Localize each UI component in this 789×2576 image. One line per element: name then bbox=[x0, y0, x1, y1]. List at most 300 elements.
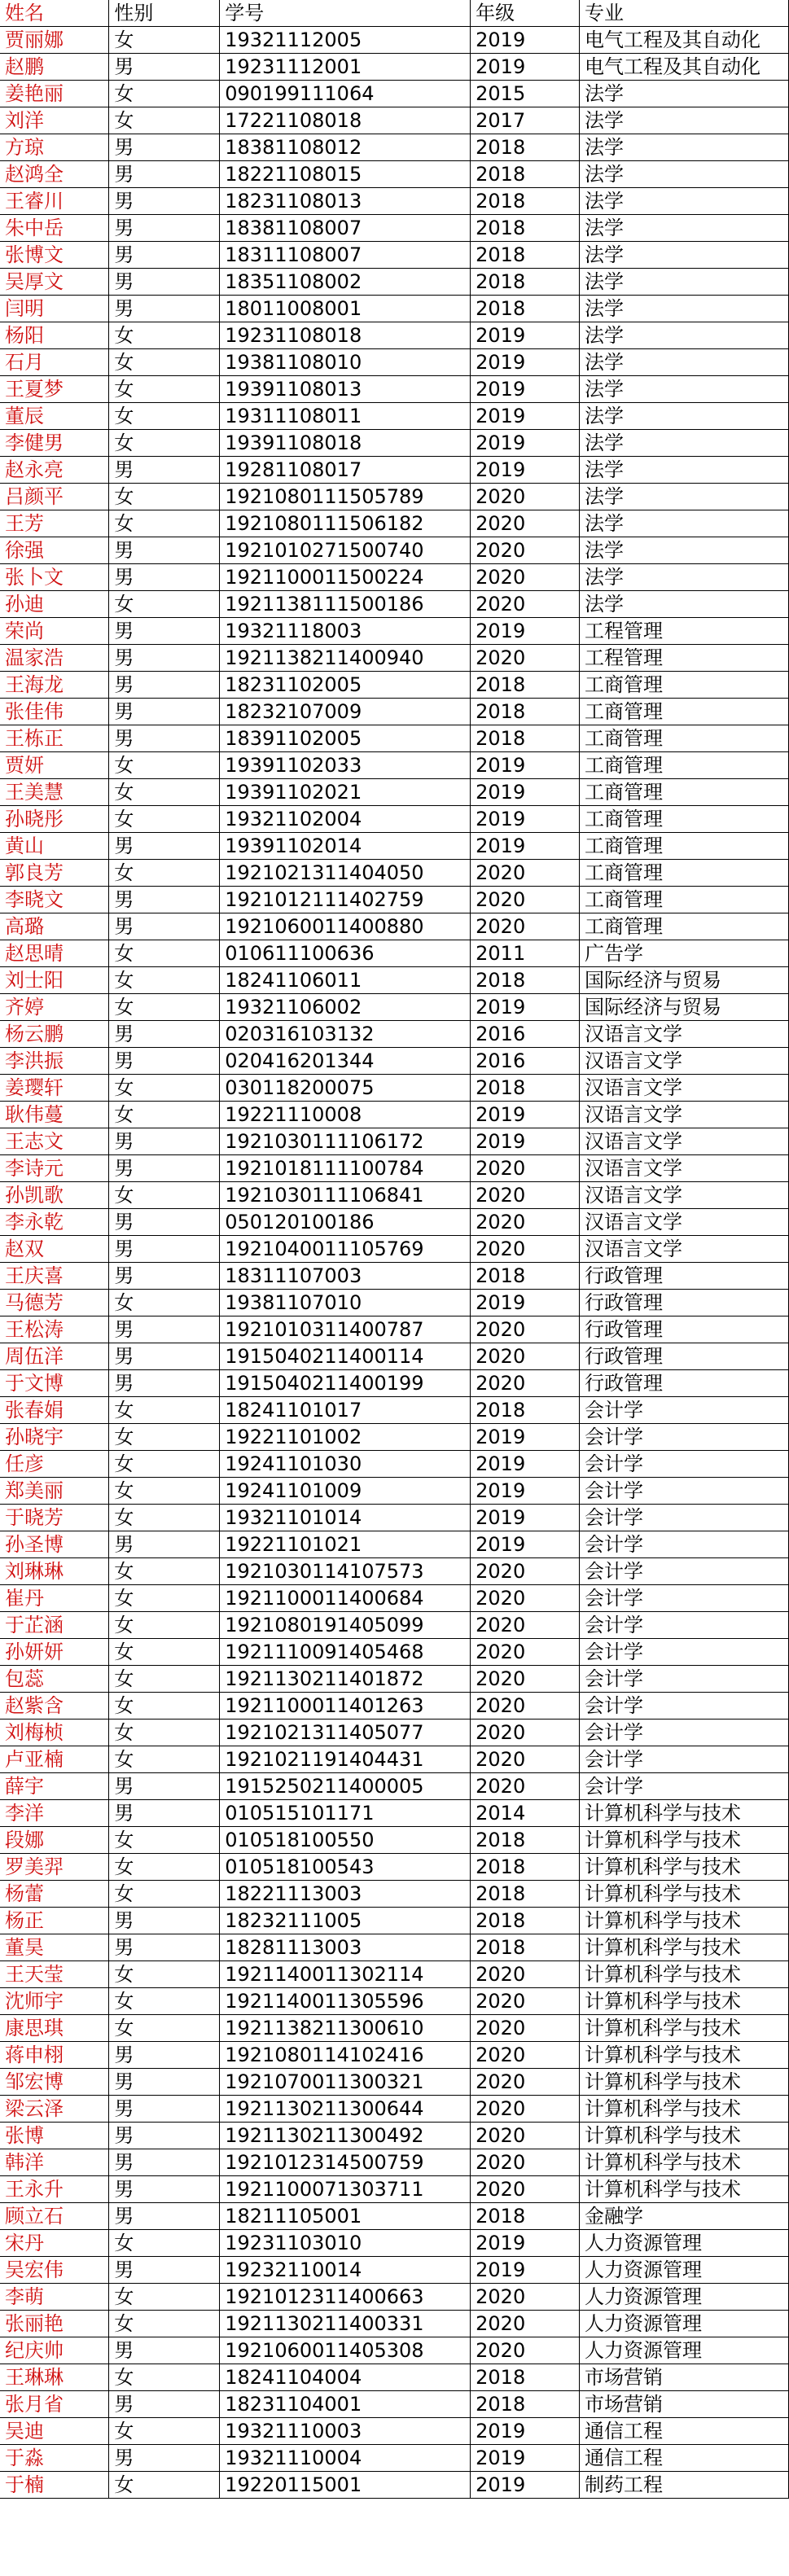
grade-cell[interactable]: 2020 bbox=[471, 2069, 580, 2096]
major-cell[interactable]: 法学 bbox=[580, 134, 789, 161]
grade-cell[interactable]: 2020 bbox=[471, 1693, 580, 1720]
student-id-cell[interactable]: 010515101171 bbox=[220, 1800, 471, 1827]
grade-cell[interactable]: 2018 bbox=[471, 2364, 580, 2391]
gender-cell[interactable]: 男 bbox=[109, 2337, 220, 2364]
major-cell[interactable]: 汉语言文学 bbox=[580, 1236, 789, 1263]
grade-cell[interactable]: 2020 bbox=[471, 2015, 580, 2042]
grade-cell[interactable]: 2018 bbox=[471, 672, 580, 699]
gender-cell[interactable]: 女 bbox=[109, 994, 220, 1021]
gender-cell[interactable]: 男 bbox=[109, 296, 220, 322]
grade-cell[interactable]: 2020 bbox=[471, 1316, 580, 1343]
grade-cell[interactable]: 2020 bbox=[471, 510, 580, 537]
name-cell[interactable]: 郭良芳 bbox=[0, 860, 109, 887]
grade-cell[interactable]: 2018 bbox=[471, 725, 580, 752]
grade-cell[interactable]: 2019 bbox=[471, 779, 580, 806]
gender-cell[interactable]: 男 bbox=[109, 2096, 220, 2123]
major-cell[interactable]: 工商管理 bbox=[580, 913, 789, 940]
student-id-cell[interactable]: 1921080114102416 bbox=[220, 2042, 471, 2069]
name-cell[interactable]: 崔丹 bbox=[0, 1585, 109, 1612]
name-cell[interactable]: 马德芳 bbox=[0, 1290, 109, 1316]
student-id-cell[interactable]: 1921040011105769 bbox=[220, 1236, 471, 1263]
gender-cell[interactable]: 女 bbox=[109, 1505, 220, 1531]
gender-cell[interactable]: 女 bbox=[109, 2230, 220, 2257]
major-cell[interactable]: 计算机科学与技术 bbox=[580, 1800, 789, 1827]
grade-cell[interactable]: 2020 bbox=[471, 1720, 580, 1746]
major-cell[interactable]: 会计学 bbox=[580, 1558, 789, 1585]
name-cell[interactable]: 吕颜平 bbox=[0, 484, 109, 510]
major-cell[interactable]: 人力资源管理 bbox=[580, 2311, 789, 2337]
major-cell[interactable]: 法学 bbox=[580, 296, 789, 322]
major-cell[interactable]: 会计学 bbox=[580, 1531, 789, 1558]
major-cell[interactable]: 计算机科学与技术 bbox=[580, 1854, 789, 1881]
name-cell[interactable]: 贾丽娜 bbox=[0, 27, 109, 54]
student-id-cell[interactable]: 1921060011400880 bbox=[220, 913, 471, 940]
gender-cell[interactable]: 女 bbox=[109, 1102, 220, 1128]
name-cell[interactable]: 于楠 bbox=[0, 2472, 109, 2499]
grade-cell[interactable]: 2020 bbox=[471, 1182, 580, 1209]
grade-cell[interactable]: 2019 bbox=[471, 403, 580, 430]
student-id-cell[interactable]: 1921110091405468 bbox=[220, 1639, 471, 1666]
major-cell[interactable]: 会计学 bbox=[580, 1505, 789, 1531]
student-id-cell[interactable]: 1921140011305596 bbox=[220, 1988, 471, 2015]
grade-cell[interactable]: 2017 bbox=[471, 107, 580, 134]
name-cell[interactable]: 荣尚 bbox=[0, 618, 109, 645]
student-id-cell[interactable]: 18311107003 bbox=[220, 1263, 471, 1290]
gender-cell[interactable]: 女 bbox=[109, 1961, 220, 1988]
student-id-cell[interactable]: 18221108015 bbox=[220, 161, 471, 188]
grade-cell[interactable]: 2018 bbox=[471, 967, 580, 994]
student-id-cell[interactable]: 19391102021 bbox=[220, 779, 471, 806]
grade-cell[interactable]: 2018 bbox=[471, 699, 580, 725]
gender-cell[interactable]: 女 bbox=[109, 27, 220, 54]
major-cell[interactable]: 市场营销 bbox=[580, 2364, 789, 2391]
name-cell[interactable]: 姜艳丽 bbox=[0, 81, 109, 107]
gender-cell[interactable]: 女 bbox=[109, 1639, 220, 1666]
major-cell[interactable]: 汉语言文学 bbox=[580, 1182, 789, 1209]
name-cell[interactable]: 刘琳琳 bbox=[0, 1558, 109, 1585]
name-cell[interactable]: 贾妍 bbox=[0, 752, 109, 779]
name-cell[interactable]: 纪庆帅 bbox=[0, 2337, 109, 2364]
name-cell[interactable]: 吴迪 bbox=[0, 2418, 109, 2445]
gender-cell[interactable]: 男 bbox=[109, 457, 220, 484]
gender-cell[interactable]: 男 bbox=[109, 2123, 220, 2149]
name-cell[interactable]: 宋丹 bbox=[0, 2230, 109, 2257]
major-cell[interactable]: 工程管理 bbox=[580, 645, 789, 672]
name-cell[interactable]: 赵鹏 bbox=[0, 54, 109, 81]
name-cell[interactable]: 王栋正 bbox=[0, 725, 109, 752]
student-id-cell[interactable]: 18231102005 bbox=[220, 672, 471, 699]
name-cell[interactable]: 石月 bbox=[0, 349, 109, 376]
grade-cell[interactable]: 2020 bbox=[471, 1585, 580, 1612]
student-id-cell[interactable]: 19321102004 bbox=[220, 806, 471, 833]
major-cell[interactable]: 计算机科学与技术 bbox=[580, 1961, 789, 1988]
student-id-cell[interactable]: 19241101009 bbox=[220, 1478, 471, 1505]
gender-cell[interactable]: 女 bbox=[109, 1451, 220, 1478]
gender-cell[interactable]: 男 bbox=[109, 2257, 220, 2284]
grade-cell[interactable]: 2019 bbox=[471, 322, 580, 349]
name-cell[interactable]: 高璐 bbox=[0, 913, 109, 940]
gender-cell[interactable]: 女 bbox=[109, 484, 220, 510]
major-cell[interactable]: 工商管理 bbox=[580, 860, 789, 887]
major-cell[interactable]: 工商管理 bbox=[580, 672, 789, 699]
major-cell[interactable]: 行政管理 bbox=[580, 1290, 789, 1316]
student-id-cell[interactable]: 19321118003 bbox=[220, 618, 471, 645]
name-cell[interactable]: 张佳伟 bbox=[0, 699, 109, 725]
student-id-cell[interactable]: 010611100636 bbox=[220, 940, 471, 967]
grade-cell[interactable]: 2018 bbox=[471, 242, 580, 269]
grade-cell[interactable]: 2018 bbox=[471, 134, 580, 161]
gender-cell[interactable]: 女 bbox=[109, 2015, 220, 2042]
grade-cell[interactable]: 2018 bbox=[471, 1263, 580, 1290]
gender-cell[interactable]: 女 bbox=[109, 591, 220, 618]
name-cell[interactable]: 韩洋 bbox=[0, 2149, 109, 2176]
major-cell[interactable]: 计算机科学与技术 bbox=[580, 2149, 789, 2176]
name-cell[interactable]: 沈师宇 bbox=[0, 1988, 109, 2015]
grade-cell[interactable]: 2014 bbox=[471, 1800, 580, 1827]
grade-cell[interactable]: 2020 bbox=[471, 1746, 580, 1773]
name-cell[interactable]: 孙凯歌 bbox=[0, 1182, 109, 1209]
major-cell[interactable]: 计算机科学与技术 bbox=[580, 2176, 789, 2203]
grade-cell[interactable]: 2019 bbox=[471, 1531, 580, 1558]
major-cell[interactable]: 计算机科学与技术 bbox=[580, 1881, 789, 1908]
gender-cell[interactable]: 男 bbox=[109, 1155, 220, 1182]
grade-cell[interactable]: 2020 bbox=[471, 913, 580, 940]
name-cell[interactable]: 李永乾 bbox=[0, 1209, 109, 1236]
major-cell[interactable]: 行政管理 bbox=[580, 1263, 789, 1290]
grade-cell[interactable]: 2019 bbox=[471, 1451, 580, 1478]
name-cell[interactable]: 王庆喜 bbox=[0, 1263, 109, 1290]
name-cell[interactable]: 赵双 bbox=[0, 1236, 109, 1263]
major-cell[interactable]: 工商管理 bbox=[580, 833, 789, 860]
student-id-cell[interactable]: 19231103010 bbox=[220, 2230, 471, 2257]
major-cell[interactable]: 法学 bbox=[580, 81, 789, 107]
grade-cell[interactable]: 2019 bbox=[471, 1424, 580, 1451]
grade-cell[interactable]: 2019 bbox=[471, 430, 580, 457]
gender-cell[interactable]: 女 bbox=[109, 779, 220, 806]
name-cell[interactable]: 邹宏博 bbox=[0, 2069, 109, 2096]
major-cell[interactable]: 会计学 bbox=[580, 1612, 789, 1639]
student-id-cell[interactable]: 010518100550 bbox=[220, 1827, 471, 1854]
name-cell[interactable]: 张月省 bbox=[0, 2391, 109, 2418]
major-cell[interactable]: 工商管理 bbox=[580, 752, 789, 779]
name-cell[interactable]: 张卜文 bbox=[0, 564, 109, 591]
gender-cell[interactable]: 男 bbox=[109, 2391, 220, 2418]
major-cell[interactable]: 法学 bbox=[580, 430, 789, 457]
student-id-cell[interactable]: 010518100543 bbox=[220, 1854, 471, 1881]
name-cell[interactable]: 孙圣博 bbox=[0, 1531, 109, 1558]
grade-cell[interactable]: 2019 bbox=[471, 27, 580, 54]
major-cell[interactable]: 工商管理 bbox=[580, 887, 789, 913]
student-id-cell[interactable]: 18232107009 bbox=[220, 699, 471, 725]
student-id-cell[interactable]: 19321110003 bbox=[220, 2418, 471, 2445]
major-cell[interactable]: 工商管理 bbox=[580, 806, 789, 833]
grade-cell[interactable]: 2020 bbox=[471, 645, 580, 672]
name-cell[interactable]: 李健男 bbox=[0, 430, 109, 457]
gender-cell[interactable]: 男 bbox=[109, 1021, 220, 1048]
major-cell[interactable]: 会计学 bbox=[580, 1720, 789, 1746]
major-cell[interactable]: 金融学 bbox=[580, 2203, 789, 2230]
student-id-cell[interactable]: 19231112001 bbox=[220, 54, 471, 81]
name-cell[interactable]: 薛宇 bbox=[0, 1773, 109, 1800]
student-id-cell[interactable]: 19381108010 bbox=[220, 349, 471, 376]
student-id-cell[interactable]: 050120100186 bbox=[220, 1209, 471, 1236]
major-cell[interactable]: 法学 bbox=[580, 107, 789, 134]
name-cell[interactable]: 王松涛 bbox=[0, 1316, 109, 1343]
grade-cell[interactable]: 2019 bbox=[471, 2472, 580, 2499]
gender-cell[interactable]: 女 bbox=[109, 752, 220, 779]
gender-cell[interactable]: 女 bbox=[109, 2311, 220, 2337]
grade-cell[interactable]: 2019 bbox=[471, 1128, 580, 1155]
gender-cell[interactable]: 男 bbox=[109, 1343, 220, 1370]
name-cell[interactable]: 孙妍妍 bbox=[0, 1639, 109, 1666]
grade-cell[interactable]: 2020 bbox=[471, 2123, 580, 2149]
gender-cell[interactable]: 男 bbox=[109, 54, 220, 81]
major-cell[interactable]: 行政管理 bbox=[580, 1370, 789, 1397]
grade-cell[interactable]: 2019 bbox=[471, 752, 580, 779]
student-id-cell[interactable]: 19231108018 bbox=[220, 322, 471, 349]
student-id-cell[interactable]: 1921012111402759 bbox=[220, 887, 471, 913]
name-cell[interactable]: 吴宏伟 bbox=[0, 2257, 109, 2284]
grade-cell[interactable]: 2019 bbox=[471, 2418, 580, 2445]
major-cell[interactable]: 法学 bbox=[580, 215, 789, 242]
gender-cell[interactable]: 男 bbox=[109, 537, 220, 564]
name-cell[interactable]: 赵永亮 bbox=[0, 457, 109, 484]
student-id-cell[interactable]: 1921100011401263 bbox=[220, 1693, 471, 1720]
student-id-cell[interactable]: 18381108007 bbox=[220, 215, 471, 242]
name-cell[interactable]: 卢亚楠 bbox=[0, 1746, 109, 1773]
grade-cell[interactable]: 2018 bbox=[471, 215, 580, 242]
student-id-cell[interactable]: 18311108007 bbox=[220, 242, 471, 269]
major-cell[interactable]: 法学 bbox=[580, 188, 789, 215]
major-cell[interactable]: 计算机科学与技术 bbox=[580, 1827, 789, 1854]
student-id-cell[interactable]: 1921100011500224 bbox=[220, 564, 471, 591]
gender-cell[interactable]: 女 bbox=[109, 2284, 220, 2311]
name-cell[interactable]: 闫明 bbox=[0, 296, 109, 322]
student-id-cell[interactable]: 19220115001 bbox=[220, 2472, 471, 2499]
gender-cell[interactable]: 男 bbox=[109, 1048, 220, 1075]
grade-cell[interactable]: 2018 bbox=[471, 2391, 580, 2418]
grade-cell[interactable]: 2019 bbox=[471, 1102, 580, 1128]
name-cell[interactable]: 于淼 bbox=[0, 2445, 109, 2472]
major-cell[interactable]: 法学 bbox=[580, 591, 789, 618]
major-cell[interactable]: 计算机科学与技术 bbox=[580, 2123, 789, 2149]
major-cell[interactable]: 通信工程 bbox=[580, 2418, 789, 2445]
gender-cell[interactable]: 男 bbox=[109, 215, 220, 242]
name-cell[interactable]: 王志文 bbox=[0, 1128, 109, 1155]
gender-cell[interactable]: 男 bbox=[109, 2203, 220, 2230]
gender-cell[interactable]: 男 bbox=[109, 2069, 220, 2096]
name-cell[interactable]: 刘洋 bbox=[0, 107, 109, 134]
student-id-cell[interactable]: 1921130211300644 bbox=[220, 2096, 471, 2123]
major-cell[interactable]: 工商管理 bbox=[580, 725, 789, 752]
student-id-cell[interactable]: 1921018111100784 bbox=[220, 1155, 471, 1182]
grade-cell[interactable]: 2020 bbox=[471, 2311, 580, 2337]
name-cell[interactable]: 康思琪 bbox=[0, 2015, 109, 2042]
grade-cell[interactable]: 2018 bbox=[471, 1397, 580, 1424]
name-cell[interactable]: 王海龙 bbox=[0, 672, 109, 699]
gender-cell[interactable]: 女 bbox=[109, 1854, 220, 1881]
grade-cell[interactable]: 2020 bbox=[471, 2284, 580, 2311]
major-cell[interactable]: 法学 bbox=[580, 403, 789, 430]
name-cell[interactable]: 黄山 bbox=[0, 833, 109, 860]
major-cell[interactable]: 计算机科学与技术 bbox=[580, 2015, 789, 2042]
student-id-cell[interactable]: 18011008001 bbox=[220, 296, 471, 322]
gender-cell[interactable]: 女 bbox=[109, 1988, 220, 2015]
student-id-cell[interactable]: 18241101017 bbox=[220, 1397, 471, 1424]
grade-cell[interactable]: 2018 bbox=[471, 188, 580, 215]
gender-cell[interactable]: 男 bbox=[109, 618, 220, 645]
grade-cell[interactable]: 2020 bbox=[471, 2149, 580, 2176]
student-id-cell[interactable]: 090199111064 bbox=[220, 81, 471, 107]
student-id-cell[interactable]: 18391102005 bbox=[220, 725, 471, 752]
grade-cell[interactable]: 2020 bbox=[471, 1155, 580, 1182]
student-id-cell[interactable]: 18381108012 bbox=[220, 134, 471, 161]
major-cell[interactable]: 汉语言文学 bbox=[580, 1075, 789, 1102]
major-cell[interactable]: 法学 bbox=[580, 457, 789, 484]
gender-cell[interactable]: 男 bbox=[109, 645, 220, 672]
name-cell[interactable]: 王美慧 bbox=[0, 779, 109, 806]
gender-cell[interactable]: 男 bbox=[109, 1773, 220, 1800]
grade-cell[interactable]: 2016 bbox=[471, 1021, 580, 1048]
grade-cell[interactable]: 2020 bbox=[471, 1343, 580, 1370]
grade-cell[interactable]: 2018 bbox=[471, 296, 580, 322]
grade-cell[interactable]: 2018 bbox=[471, 2203, 580, 2230]
grade-cell[interactable]: 2018 bbox=[471, 1075, 580, 1102]
grade-cell[interactable]: 2020 bbox=[471, 2042, 580, 2069]
major-cell[interactable]: 电气工程及其自动化 bbox=[580, 54, 789, 81]
grade-cell[interactable]: 2020 bbox=[471, 484, 580, 510]
student-id-cell[interactable]: 1915250211400005 bbox=[220, 1773, 471, 1800]
grade-cell[interactable]: 2019 bbox=[471, 376, 580, 403]
name-cell[interactable]: 刘梅桢 bbox=[0, 1720, 109, 1746]
grade-cell[interactable]: 2019 bbox=[471, 1478, 580, 1505]
gender-cell[interactable]: 男 bbox=[109, 1209, 220, 1236]
name-cell[interactable]: 李诗元 bbox=[0, 1155, 109, 1182]
major-cell[interactable]: 会计学 bbox=[580, 1693, 789, 1720]
student-id-cell[interactable]: 19281108017 bbox=[220, 457, 471, 484]
name-cell[interactable]: 朱中岳 bbox=[0, 215, 109, 242]
gender-cell[interactable]: 男 bbox=[109, 242, 220, 269]
student-id-cell[interactable]: 1921130211400331 bbox=[220, 2311, 471, 2337]
student-id-cell[interactable]: 1921138211300610 bbox=[220, 2015, 471, 2042]
grade-cell[interactable]: 2016 bbox=[471, 1048, 580, 1075]
major-cell[interactable]: 汉语言文学 bbox=[580, 1021, 789, 1048]
student-id-cell[interactable]: 19391102014 bbox=[220, 833, 471, 860]
name-cell[interactable]: 孙迪 bbox=[0, 591, 109, 618]
gender-cell[interactable]: 女 bbox=[109, 860, 220, 887]
student-id-cell[interactable]: 1921030111106841 bbox=[220, 1182, 471, 1209]
name-cell[interactable]: 方琼 bbox=[0, 134, 109, 161]
gender-cell[interactable]: 女 bbox=[109, 376, 220, 403]
major-cell[interactable]: 工商管理 bbox=[580, 779, 789, 806]
gender-cell[interactable]: 男 bbox=[109, 725, 220, 752]
gender-cell[interactable]: 女 bbox=[109, 1720, 220, 1746]
major-cell[interactable]: 人力资源管理 bbox=[580, 2284, 789, 2311]
student-id-cell[interactable]: 19241101030 bbox=[220, 1451, 471, 1478]
student-id-cell[interactable]: 19391102033 bbox=[220, 752, 471, 779]
name-cell[interactable]: 王芳 bbox=[0, 510, 109, 537]
gender-cell[interactable]: 男 bbox=[109, 1316, 220, 1343]
name-cell[interactable]: 孙晓宇 bbox=[0, 1424, 109, 1451]
student-id-cell[interactable]: 18281113003 bbox=[220, 1934, 471, 1961]
grade-cell[interactable]: 2020 bbox=[471, 564, 580, 591]
student-id-cell[interactable]: 1921010311400787 bbox=[220, 1316, 471, 1343]
major-cell[interactable]: 会计学 bbox=[580, 1585, 789, 1612]
major-cell[interactable]: 计算机科学与技术 bbox=[580, 1988, 789, 2015]
major-cell[interactable]: 计算机科学与技术 bbox=[580, 2069, 789, 2096]
name-cell[interactable]: 吴厚文 bbox=[0, 269, 109, 296]
gender-cell[interactable]: 女 bbox=[109, 2472, 220, 2499]
major-cell[interactable]: 法学 bbox=[580, 484, 789, 510]
grade-cell[interactable]: 2019 bbox=[471, 618, 580, 645]
student-id-cell[interactable]: 1915040211400199 bbox=[220, 1370, 471, 1397]
major-cell[interactable]: 会计学 bbox=[580, 1424, 789, 1451]
name-cell[interactable]: 张丽艳 bbox=[0, 2311, 109, 2337]
major-cell[interactable]: 人力资源管理 bbox=[580, 2337, 789, 2364]
name-cell[interactable]: 王夏梦 bbox=[0, 376, 109, 403]
student-id-cell[interactable]: 18221113003 bbox=[220, 1881, 471, 1908]
grade-cell[interactable]: 2018 bbox=[471, 1854, 580, 1881]
student-id-cell[interactable]: 1921100071303711 bbox=[220, 2176, 471, 2203]
major-cell[interactable]: 国际经济与贸易 bbox=[580, 994, 789, 1021]
grade-cell[interactable]: 2020 bbox=[471, 1236, 580, 1263]
gender-cell[interactable]: 男 bbox=[109, 1128, 220, 1155]
grade-cell[interactable]: 2019 bbox=[471, 833, 580, 860]
student-id-cell[interactable]: 1921021191404431 bbox=[220, 1746, 471, 1773]
name-cell[interactable]: 温家浩 bbox=[0, 645, 109, 672]
name-cell[interactable]: 周伍洋 bbox=[0, 1343, 109, 1370]
name-cell[interactable]: 李洋 bbox=[0, 1800, 109, 1827]
student-id-cell[interactable]: 19321110004 bbox=[220, 2445, 471, 2472]
name-cell[interactable]: 张博文 bbox=[0, 242, 109, 269]
student-id-cell[interactable]: 1915040211400114 bbox=[220, 1343, 471, 1370]
student-id-cell[interactable]: 19221101021 bbox=[220, 1531, 471, 1558]
major-cell[interactable]: 制药工程 bbox=[580, 2472, 789, 2499]
student-id-cell[interactable]: 1921130211300492 bbox=[220, 2123, 471, 2149]
gender-cell[interactable]: 女 bbox=[109, 1693, 220, 1720]
name-cell[interactable]: 梁云泽 bbox=[0, 2096, 109, 2123]
student-id-cell[interactable]: 1921060011405308 bbox=[220, 2337, 471, 2364]
student-id-cell[interactable]: 19321112005 bbox=[220, 27, 471, 54]
grade-cell[interactable]: 2020 bbox=[471, 591, 580, 618]
gender-cell[interactable]: 男 bbox=[109, 833, 220, 860]
major-cell[interactable]: 法学 bbox=[580, 161, 789, 188]
name-cell[interactable]: 王永升 bbox=[0, 2176, 109, 2203]
grade-cell[interactable]: 2018 bbox=[471, 1827, 580, 1854]
major-cell[interactable]: 计算机科学与技术 bbox=[580, 1908, 789, 1934]
student-id-cell[interactable]: 18231104001 bbox=[220, 2391, 471, 2418]
grade-cell[interactable]: 2019 bbox=[471, 1290, 580, 1316]
student-id-cell[interactable]: 1921030111106172 bbox=[220, 1128, 471, 1155]
gender-cell[interactable]: 女 bbox=[109, 1075, 220, 1102]
major-cell[interactable]: 汉语言文学 bbox=[580, 1048, 789, 1075]
grade-cell[interactable]: 2020 bbox=[471, 1612, 580, 1639]
grade-cell[interactable]: 2011 bbox=[471, 940, 580, 967]
student-id-cell[interactable]: 030118200075 bbox=[220, 1075, 471, 1102]
grade-cell[interactable]: 2020 bbox=[471, 537, 580, 564]
name-cell[interactable]: 耿伟蔓 bbox=[0, 1102, 109, 1128]
gender-cell[interactable]: 女 bbox=[109, 2418, 220, 2445]
name-cell[interactable]: 杨云鹏 bbox=[0, 1021, 109, 1048]
gender-cell[interactable]: 女 bbox=[109, 430, 220, 457]
student-id-cell[interactable]: 020316103132 bbox=[220, 1021, 471, 1048]
gender-cell[interactable]: 女 bbox=[109, 940, 220, 967]
name-cell[interactable]: 任彦 bbox=[0, 1451, 109, 1478]
student-id-cell[interactable]: 18241106011 bbox=[220, 967, 471, 994]
name-cell[interactable]: 李洪振 bbox=[0, 1048, 109, 1075]
grade-cell[interactable]: 2020 bbox=[471, 1370, 580, 1397]
gender-cell[interactable]: 男 bbox=[109, 1531, 220, 1558]
